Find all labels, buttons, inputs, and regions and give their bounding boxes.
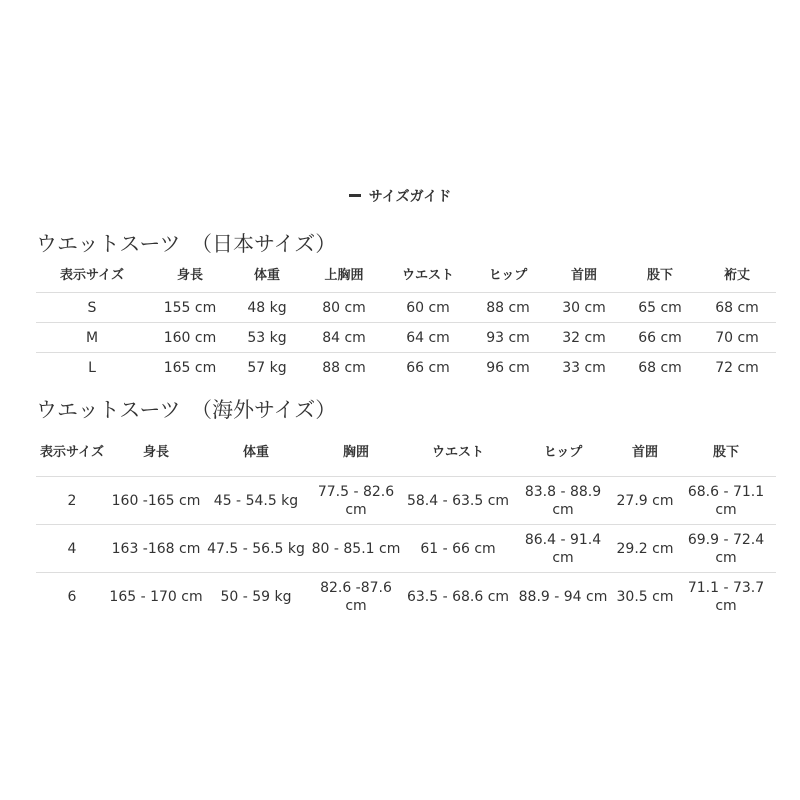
column-header: 表示サイズ (40, 445, 104, 460)
table-cell: 30 cm (562, 299, 606, 316)
column-header: 首囲 (631, 445, 658, 460)
table-cell: 83.8 - 88.9 cm (524, 483, 602, 518)
table-cell: 86.4 - 91.4 cm (524, 531, 602, 566)
table-cell: 68 cm (715, 299, 759, 316)
table-cell: 2 (67, 492, 77, 509)
table-cell: 84 cm (322, 329, 366, 346)
table-cell: 63.5 - 68.6 cm (406, 588, 510, 605)
table-cell: 50 - 59 kg (220, 588, 292, 605)
table-row (36, 476, 776, 524)
column-header: ヒップ (488, 268, 528, 283)
table-cell: 60 cm (406, 299, 450, 316)
table-row (36, 322, 776, 352)
table-cell: 66 cm (638, 329, 682, 346)
column-header: ヒップ (543, 445, 583, 460)
column-header: ウエスト (431, 445, 484, 460)
table-cell: 82.6 -87.6 cm (320, 579, 392, 614)
table-header-row (36, 260, 776, 292)
international-size-table (36, 430, 776, 620)
size-guide-title: サイズガイド (368, 189, 452, 205)
table-cell: 33 cm (562, 359, 606, 376)
table-cell: 71.1 - 73.7 cm (687, 579, 765, 614)
table-cell: 58.4 - 63.5 cm (406, 492, 510, 509)
column-header: 体重 (242, 445, 269, 460)
table-cell: 66 cm (406, 359, 450, 376)
table-cell: 88.9 - 94 cm (518, 588, 608, 605)
table-cell: 155 cm (163, 299, 217, 316)
table-cell: 53 kg (247, 329, 287, 346)
table-cell: 61 - 66 cm (420, 540, 496, 557)
table-row (36, 292, 776, 322)
table-cell: 65 cm (638, 299, 682, 316)
table-row (36, 572, 776, 620)
table-cell: 163 -168 cm (111, 540, 201, 557)
table-cell: 93 cm (486, 329, 530, 346)
column-header: 身長 (176, 268, 203, 283)
table-cell: 80 cm (322, 299, 366, 316)
table-cell: 45 - 54.5 kg (213, 492, 299, 509)
table-cell: 27.9 cm (616, 492, 674, 509)
table-cell: 69.9 - 72.4 cm (687, 531, 765, 566)
table-cell: 57 kg (247, 359, 287, 376)
table-cell: S (87, 299, 97, 316)
table-cell: M (85, 329, 99, 346)
table-cell: 160 cm (163, 329, 217, 346)
table-row (36, 524, 776, 572)
table-cell: 29.2 cm (616, 540, 674, 557)
japan-size-table (36, 260, 776, 382)
japan-size-title: ウエットスーツ （日本サイズ） (36, 232, 337, 256)
international-size-title: ウエットスーツ （海外サイズ） (36, 398, 337, 422)
table-cell: 160 -165 cm (111, 492, 201, 509)
table-cell: 4 (67, 540, 77, 557)
table-cell: 165 cm (163, 359, 217, 376)
column-header: 胸囲 (342, 445, 369, 460)
column-header: 表示サイズ (60, 268, 124, 283)
table-cell: 88 cm (322, 359, 366, 376)
table-cell: 70 cm (715, 329, 759, 346)
table-cell: 165 - 170 cm (109, 588, 203, 605)
column-header: 上胸囲 (324, 268, 364, 283)
column-header: 体重 (253, 268, 280, 283)
table-cell: 72 cm (715, 359, 759, 376)
table-row (36, 352, 776, 382)
table-cell: 48 kg (247, 299, 287, 316)
table-cell: 68.6 - 71.1 cm (687, 483, 765, 518)
size-guide-header[interactable] (0, 186, 800, 206)
table-cell: L (88, 359, 96, 376)
column-header: ウエスト (401, 268, 454, 283)
table-cell: 32 cm (562, 329, 606, 346)
collapse-dash-icon (349, 194, 361, 197)
column-header: 首囲 (570, 268, 597, 283)
table-cell: 6 (67, 588, 77, 605)
column-header: 裄丈 (723, 268, 750, 283)
column-header: 身長 (142, 445, 169, 460)
column-header: 股下 (646, 268, 673, 283)
table-cell: 64 cm (406, 329, 450, 346)
table-cell: 80 - 85.1 cm (311, 540, 401, 557)
table-cell: 47.5 - 56.5 kg (207, 540, 305, 557)
table-cell: 96 cm (486, 359, 530, 376)
table-header-row (36, 430, 776, 476)
table-cell: 68 cm (638, 359, 682, 376)
table-cell: 77.5 - 82.6 cm (317, 483, 395, 518)
column-header: 股下 (712, 445, 739, 460)
table-cell: 30.5 cm (616, 588, 674, 605)
table-cell: 88 cm (486, 299, 530, 316)
